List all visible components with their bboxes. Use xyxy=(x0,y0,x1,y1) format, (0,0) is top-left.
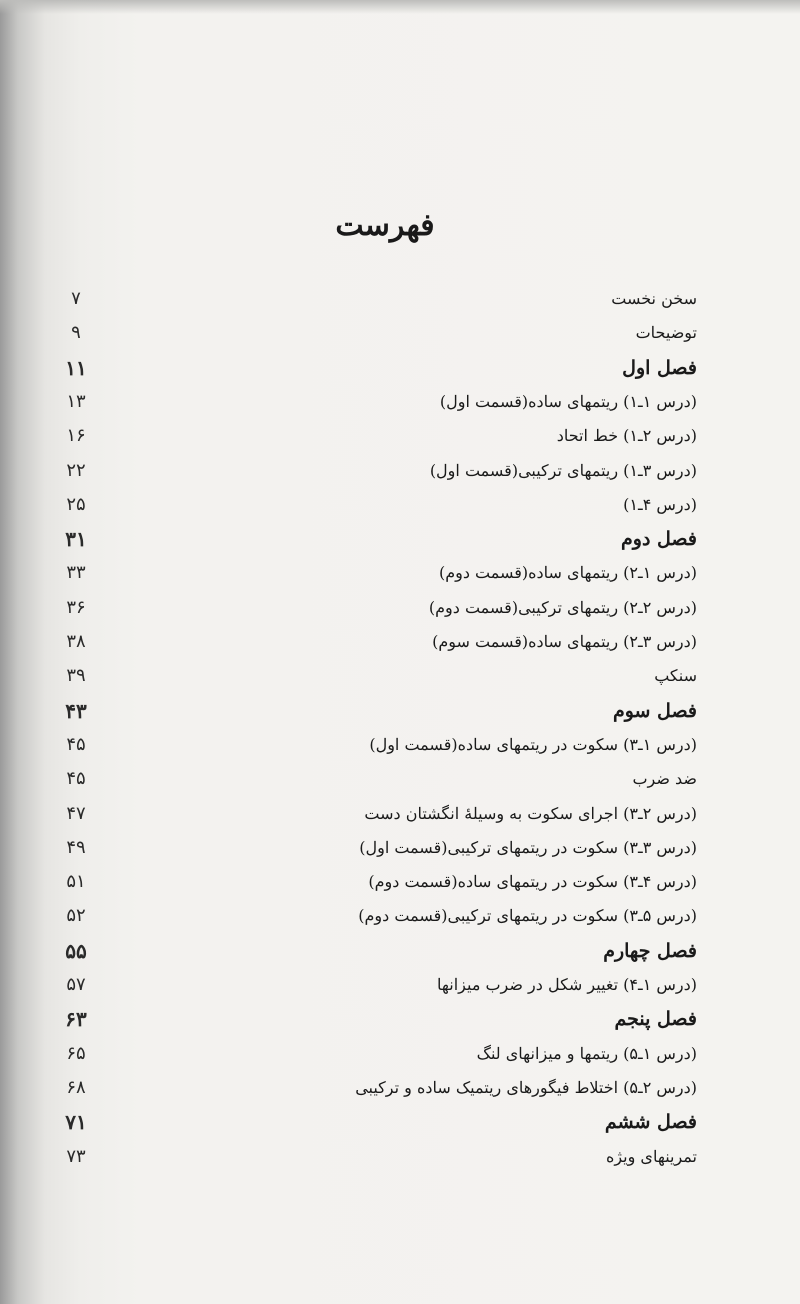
toc-entry-row xyxy=(0,1040,800,1076)
toc-entry-title: (درس ۲ـ۵) اختلاط فیگورهای ریتمیک ساده و ترکیبی xyxy=(355,1077,697,1097)
toc-page-number: ۴۹ xyxy=(66,836,86,858)
toc-page-number: ۷ xyxy=(71,288,81,309)
toc-entry-row xyxy=(0,834,800,870)
page-title: فهرست xyxy=(335,208,435,243)
toc-entry-title: ضد ضرب xyxy=(632,769,697,789)
toc-page-number: ۲۵ xyxy=(66,493,86,515)
toc-entry-title: (درس ۴ـ۳) سکوت در ریتمهای ساده(قسمت دوم) xyxy=(368,872,697,892)
toc-entry-title: (درس ۱ـ۴) تغییر شکل در ضرب میزانها xyxy=(437,975,697,994)
toc-chapter-row xyxy=(0,1005,800,1041)
toc-entry-row xyxy=(0,731,800,767)
toc-entry-title: (درس ۱ـ۱) ریتمهای ساده(قسمت اول) xyxy=(439,391,697,411)
toc-entry-title: (درس ۴ـ۱) xyxy=(623,494,697,514)
toc-entry-title: (درس ۲ـ۲) ریتمهای ترکیبی(قسمت دوم) xyxy=(428,597,697,617)
toc-page-number: ۵۱ xyxy=(66,871,86,893)
toc-entry-title: سنکپ xyxy=(654,666,697,686)
toc-entry-row xyxy=(0,422,800,458)
toc-page-number: ۴۵ xyxy=(66,768,86,790)
toc-page-number: ۱۶ xyxy=(66,425,86,447)
toc-entry-title: تمرینهای ویژه xyxy=(605,1146,697,1166)
toc-page-number: ۵۲ xyxy=(66,905,86,927)
toc-page-number: ۳۸ xyxy=(66,631,86,652)
toc-entry-row xyxy=(0,868,800,904)
toc-entry-title: (درس ۲ـ۱) خط اتحاد xyxy=(556,426,697,446)
toc-entry-row xyxy=(0,559,800,595)
toc-chapter-row xyxy=(0,354,800,390)
toc-entry-row xyxy=(0,971,800,1007)
toc-chapter-row xyxy=(0,1108,800,1144)
toc-entry-title: (درس ۱ـ۳) سکوت در ریتمهای ساده(قسمت اول) xyxy=(369,734,697,754)
toc-entry-row xyxy=(0,285,800,321)
toc-entry-title: (درس ۲ـ۳) اجرای سکوت به وسیلهٔ انگشتان دست xyxy=(364,803,697,823)
toc-entry-row xyxy=(0,662,800,698)
toc-chapter-title: فصل سوم xyxy=(612,699,697,722)
toc-page-number: ۷۱ xyxy=(65,1110,87,1135)
toc-page-number: ۵۷ xyxy=(66,974,86,995)
toc-page-number: ۶۳ xyxy=(65,1007,87,1032)
toc-entry-row xyxy=(0,388,800,424)
toc-page-number: ۴۷ xyxy=(66,802,86,824)
toc-page-number: ۹ xyxy=(71,322,81,344)
toc-page-number: ۵۵ xyxy=(65,938,87,963)
toc-entry-row xyxy=(0,765,800,801)
toc-entry-row xyxy=(0,491,800,527)
toc-chapter-row xyxy=(0,697,800,733)
toc-page-number: ۳۱ xyxy=(65,527,87,552)
toc-entry-title: (درس ۳ـ۲) ریتمهای ساده(قسمت سوم) xyxy=(432,632,697,651)
toc-entry-row xyxy=(0,1074,800,1110)
toc-entry-title: (درس ۵ـ۳) سکوت در ریتمهای ترکیبی(قسمت دوم) xyxy=(358,906,697,926)
toc-entry-row xyxy=(0,902,800,938)
toc-page-number: ۳۳ xyxy=(66,562,86,584)
toc-page-number: ۷۳ xyxy=(66,1145,86,1167)
toc-entry-row xyxy=(0,319,800,355)
toc-entry-row xyxy=(0,457,800,493)
toc-entry-title: (درس ۱ـ۲) ریتمهای ساده(قسمت دوم) xyxy=(438,563,697,583)
toc-page-number: ۱۳ xyxy=(66,390,86,412)
toc-chapter-title: فصل دوم xyxy=(621,528,697,551)
toc-entry-title: (درس ۳ـ۳) سکوت در ریتمهای ترکیبی(قسمت اول) xyxy=(359,837,697,857)
toc-entry-row xyxy=(0,800,800,836)
toc-page-number: ۶۸ xyxy=(66,1076,86,1098)
toc-chapter-title: فصل اول xyxy=(622,356,697,379)
toc-page-number: ۴۳ xyxy=(65,698,87,723)
toc-page-number: ۴۵ xyxy=(66,733,86,755)
toc-page-number: ۶۵ xyxy=(66,1042,86,1064)
toc-entry-title: (درس ۳ـ۱) ریتمهای ترکیبی(قسمت اول) xyxy=(429,460,697,480)
toc-chapter-title: فصل چهارم xyxy=(603,939,697,962)
toc-entry-title: (درس ۱ـ۵) ریتمها و میزانهای لنگ xyxy=(476,1043,697,1063)
toc-entry-title: سخن نخست xyxy=(611,289,697,308)
toc-entry-row xyxy=(0,1143,800,1179)
toc-entry-row xyxy=(0,628,800,664)
toc-page-number: ۳۹ xyxy=(66,665,86,687)
toc-page-number: ۱۱ xyxy=(65,355,87,380)
toc-chapter-row xyxy=(0,525,800,561)
toc-page-number: ۳۶ xyxy=(66,596,86,618)
toc-chapter-row xyxy=(0,937,800,973)
toc-page-number: ۲۲ xyxy=(66,459,86,481)
toc-chapter-title: فصل پنجم xyxy=(614,1008,697,1031)
toc-entry-row xyxy=(0,594,800,630)
toc-chapter-title: فصل ششم xyxy=(604,1111,697,1134)
toc-entry-title: توضیحات xyxy=(635,323,697,343)
